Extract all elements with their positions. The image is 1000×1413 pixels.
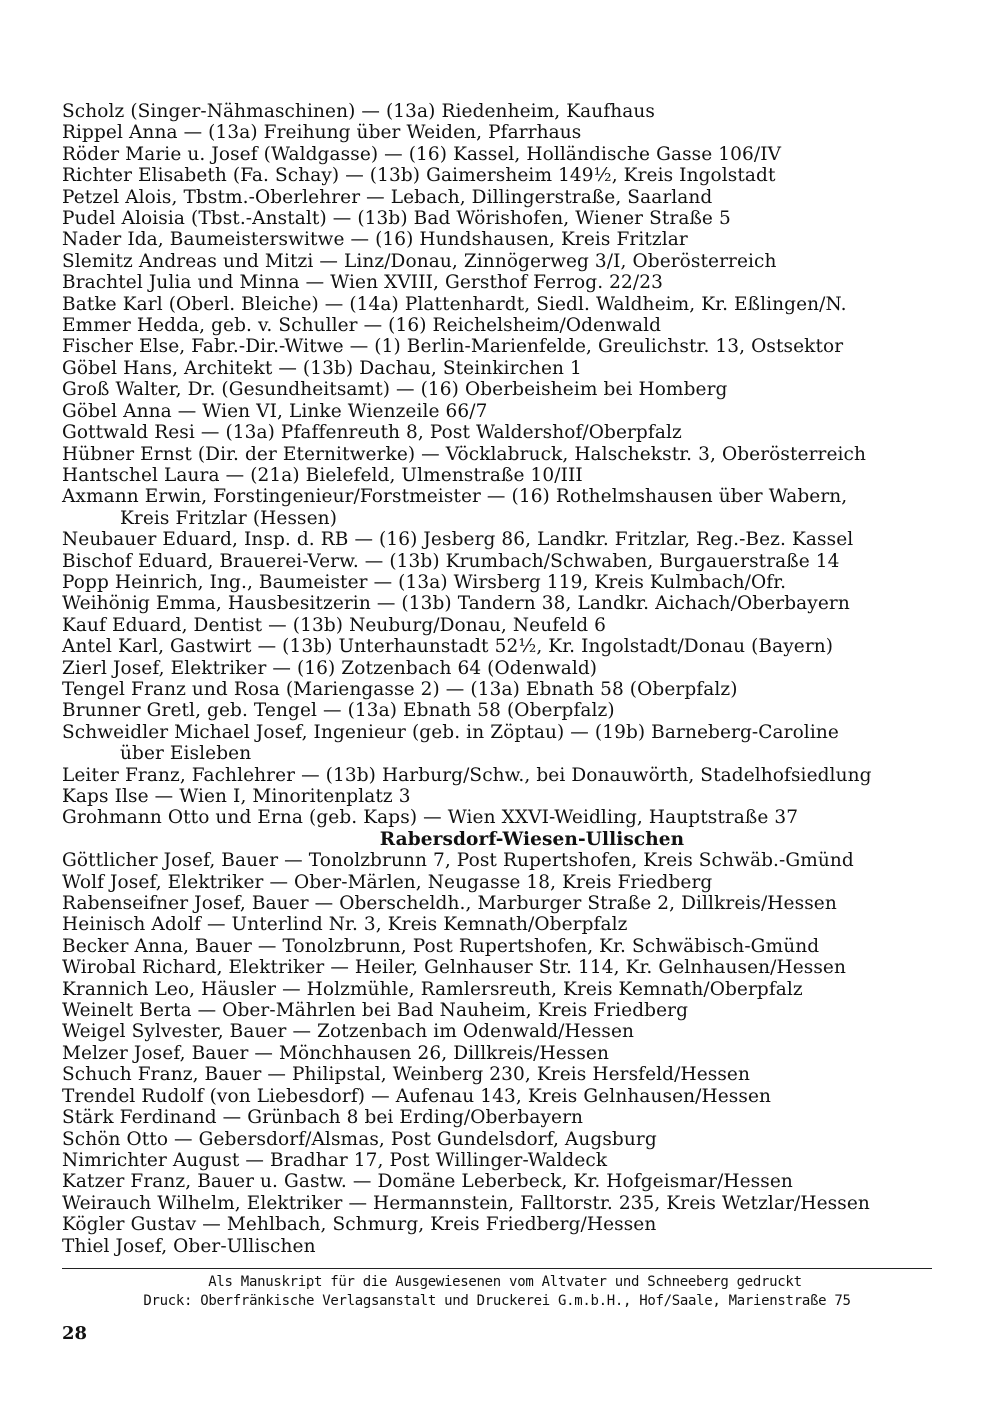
list-item: Weigel Sylvester, Bauer — Zotzenbach im Odenwald/Hessen [62,1021,635,1043]
footer-line-1: Als Manuskript für die Ausgewiesenen vom Altvater und Schneeberg gedruckt [208,1274,802,1290]
address-group-2 [62,529,942,722]
list-item: Slemitz Andreas und Mitzi — Linz/Donau, Zinnögerweg 3/I, Oberösterreich [62,250,777,272]
list-item: Richter Elisabeth (Fa. Schay) — (13b) Gaimersheim 149½, Kreis Ingolstadt [62,165,776,187]
list-item: Wolf Josef, Elektriker — Ober-Märlen, Neugasse 18, Kreis Friedberg [62,871,713,893]
list-item: Göttlicher Josef, Bauer — Tonolzbrunn 7, Post Rupertshofen, Kreis Schwäb.-Gmünd [62,850,854,872]
list-item: Emmer Hedda, geb. v. Schuller — (16) Reichelsheim/Odenwald [62,315,662,337]
list-item: Tengel Franz und Rosa (Mariengasse 2) — (13a) Ebnath 58 (Oberpfalz) [62,678,738,700]
list-item: Göbel Hans, Architekt — (13b) Dachau, Steinkirchen 1 [62,357,582,379]
list-item: Rippel Anna — (13a) Freihung über Weiden, Pfarrhaus [62,122,582,144]
list-item: Antel Karl, Gastwirt — (13b) Unterhaunstadt 52½, Kr. Ingolstadt/Donau (Bayern) [62,636,834,658]
footer-line-2: Druck: Oberfränkische Verlagsanstalt und Druckerei G.m.b.H., Hof/Saale, Marienstraße 75 [143,1293,851,1309]
list-item: Fischer Else, Fabr.-Dir.-Witwe — (1) Berlin-Marienfelde, Greulichstr. 13, Ostsektor [62,336,844,358]
entry-line: Schweidler Michael Josef, Ingenieur (geb. in Zöptau) — (19b) Barneberg-Caroline [62,721,839,743]
list-item: Nimrichter August — Bradhar 17, Post Willinger-Waldeck [62,1149,608,1171]
footer-divider [62,1268,932,1269]
list-item: Brunner Gretl, geb. Tengel — (13a) Ebnath 58 (Oberpfalz) [62,700,615,722]
list-item: Heinisch Adolf — Unterlind Nr. 3, Kreis Kemnath/Oberpfalz [62,914,628,936]
list-item: Schuch Franz, Bauer — Philipstal, Weinberg 230, Kreis Hersfeld/Hessen [62,1064,750,1086]
list-item: Petzel Alois, Tbstm.-Oberlehrer — Lebach, Dillingerstraße, Saarland [62,186,713,208]
entry-line: Axmann Erwin, Forstingenieur/Forstmeister — (16) Rothelmshausen über Wabern, [62,486,848,508]
page-number: 28 [62,1323,88,1344]
list-item: Grohmann Otto und Erna (geb. Kaps) — Wien XXVI-Weidling, Hauptstraße 37 [62,807,799,829]
list-item: Neubauer Eduard, Insp. d. RB — (16) Jesberg 86, Landkr. Fritzlar, Reg.-Bez. Kassel [62,529,854,551]
list-item [62,722,942,765]
imprint-footer [62,1273,932,1311]
list-item [62,486,942,529]
address-group-3 [62,765,942,829]
list-item: Leiter Franz, Fachlehrer — (13b) Harburg/Schw., bei Donauwörth, Stadelhofsiedlung [62,764,872,786]
list-item: Kauf Eduard, Dentist — (13b) Neuburg/Donau, Neufeld 6 [62,614,607,636]
list-item: Weinelt Berta — Ober-Mährlen bei Bad Nauheim, Kreis Friedberg [62,1000,689,1022]
list-item: Hantschel Laura — (21a) Bielefeld, Ulmenstraße 10/III [62,464,583,486]
address-group-4 [62,850,942,1257]
list-item: Scholz (Singer-Nähmaschinen) — (13a) Riedenheim, Kaufhaus [62,101,656,122]
list-item: Melzer Josef, Bauer — Mönchhausen 26, Dillkreis/Hessen [62,1042,609,1064]
list-item: Weirauch Wilhelm, Elektriker — Hermannstein, Falltorstr. 235, Kreis Wetzlar/Hessen [62,1192,870,1214]
list-item: Becker Anna, Bauer — Tonolzbrunn, Post Rupertshofen, Kr. Schwäbisch-Gmünd [62,935,820,957]
section-heading: Rabersdorf-Wiesen-Ullischen [379,828,685,850]
list-item: Göbel Anna — Wien VI, Linke Wienzeile 66/7 [62,400,488,422]
entry-continuation: Kreis Fritzlar (Hessen) [120,507,338,529]
list-item: Weihönig Emma, Hausbesitzerin — (13b) Tandern 38, Landkr. Aichach/Oberbayern [62,593,850,615]
list-item: Kögler Gustav — Mehlbach, Schmurg, Kreis Friedberg/Hessen [62,1214,657,1236]
address-list [62,101,942,1257]
list-item: Krannich Leo, Häusler — Holzmühle, Ramlersreuth, Kreis Kemnath/Oberpfalz [62,978,803,1000]
list-item: Pudel Aloisia (Tbst.-Anstalt) — (13b) Bad Wörishofen, Wiener Straße 5 [62,208,731,230]
list-item: Trendel Rudolf (von Liebesdorf) — Aufenau 143, Kreis Gelnhausen/Hessen [62,1085,772,1107]
list-item: Zierl Josef, Elektriker — (16) Zotzenbach 64 (Odenwald) [62,657,598,679]
list-item: Wirobal Richard, Elektriker — Heiler, Gelnhauser Str. 114, Kr. Gelnhausen/Hessen [62,957,846,979]
address-group-1 [62,101,942,486]
list-item: Katzer Franz, Bauer u. Gastw. — Domäne Leberbeck, Kr. Hofgeismar/Hessen [62,1171,793,1193]
list-item: Batke Karl (Oberl. Bleiche) — (14a) Plattenhardt, Siedl. Waldheim, Kr. Eßlingen/N. [62,293,847,315]
list-item: Röder Marie u. Josef (Waldgasse) — (16) Kassel, Holländische Gasse 106/IV [62,143,782,165]
list-item: Kaps Ilse — Wien I, Minoritenplatz 3 [62,786,411,807]
list-item: Hübner Ernst (Dir. der Eternitwerke) — Vöcklabruck, Halschekstr. 3, Oberösterreich [62,443,866,465]
list-item: Popp Heinrich, Ing., Baumeister — (13a) Wirsberg 119, Kreis Kulmbach/Ofr. [62,571,787,593]
entry-continuation: über Eisleben [120,743,252,765]
list-item: Bischof Eduard, Brauerei-Verw. — (13b) Krumbach/Schwaben, Burgauerstraße 14 [62,550,840,572]
list-item: Schön Otto — Gebersdorf/Alsmas, Post Gundelsdorf, Augsburg [62,1128,657,1150]
list-item: Rabenseifner Josef, Bauer — Oberscheldh., Marburger Straße 2, Dillkreis/Hessen [62,893,837,915]
list-item: Groß Walter, Dr. (Gesundheitsamt) — (16) Oberbeisheim bei Homberg [62,379,728,401]
list-item: Stärk Ferdinand — Grünbach 8 bei Erding/Oberbayern [62,1107,584,1129]
list-item: Gottwald Resi — (13a) Pfaffenreuth 8, Post Waldershof/Oberpfalz [62,422,682,444]
list-item: Brachtel Julia und Minna — Wien XVIII, Gersthof Ferrog. 22/23 [62,272,663,294]
list-item: Nader Ida, Baumeisterswitwe — (16) Hundshausen, Kreis Fritzlar [62,229,688,251]
list-item: Thiel Josef, Ober-Ullischen [62,1235,316,1257]
